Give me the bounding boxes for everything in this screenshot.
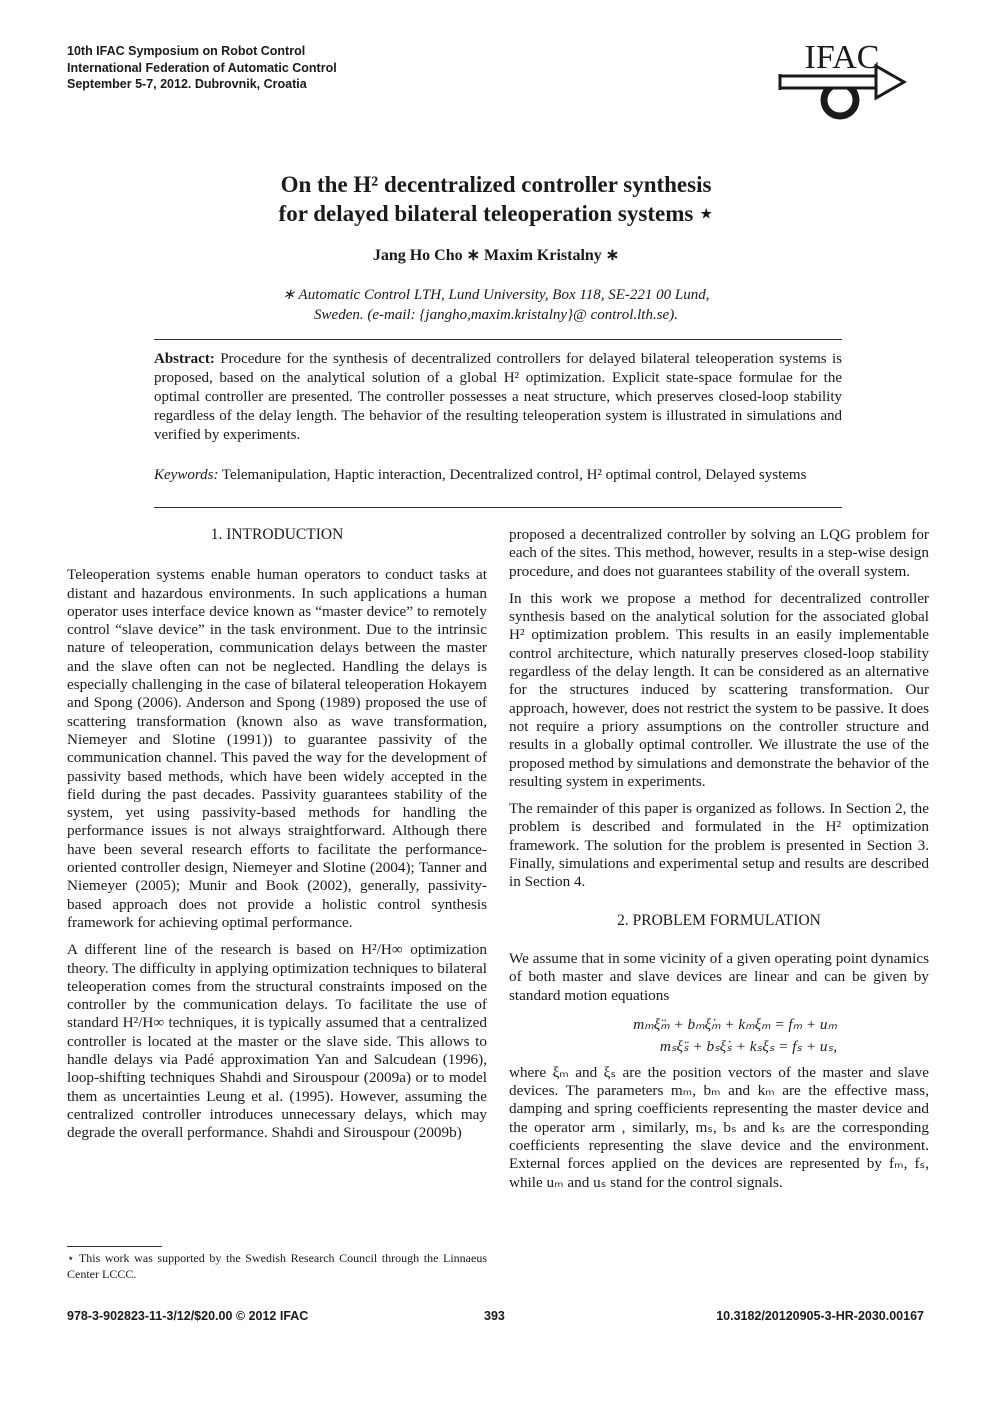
intro-paragraph-1: Teleoperation systems enable human operators to conduct tasks at distant and hazardous environments. In such applications a human operator uses interface device known as “master device” to remotely control “slave device” in the task environment. Due to the intrinsic nature of teleoperation, communication delays between the master and the slave often can not be neglected. Handling the delays is especially challenging in the case of bilateral teleoperation Hokayem and Spong (2006). Anderson and Spong (1989) proposed the use of scattering transformation (known also as wave transformation, Niemeyer and Slotine (1991)) to guarantee passivity of the communication channel. This paved the way for the development of passivity based methods, which have been widely accepted in the field during the past decades. Passivity guarantees stability of the system, yet using passivity-based methods for handling the performance issues is not always straightforward. Although there have been several research efforts to facilitate the performance-oriented controller design, Niemeyer and Slotine (2004); Tanner and Niemeyer (2005); Munir and Book (2002), generally, passivity-based approach does not provide a holistic control synthesis framework for achieving optimal performance. bbox=[67, 566, 487, 931]
title-line-1: On the H² decentralized controller synthesis bbox=[280, 172, 712, 197]
problem-paragraph-1: We assume that in some vicinity of a given operating point dynamics of both master and slave devices are linear and can be given by standard motion equations bbox=[509, 949, 929, 1004]
intro-paragraph-2: A different line of the research is based on H²/H∞ optimization theory. The difficulty in applying optimization techniques to bilateral teleoperation comes from the structural constraints imposed on the controller by the communication delays. To facilitate the use of standard H²/H∞ techniques, it is typically assumed that a centralized controller is located at the master or the slave side. This allows to handle delays via Padé approximation Yan and Salcudean (1996), loop-shifting techniques Shahdi and Sirouspour (2009a) or to model them as uncertainties Leung et al. (1995). However, assuming the centralized controller introduces unnecessary delays, which may degrade the overall performance. Shahdi and Sirouspour (2009b) bbox=[67, 941, 487, 1142]
affiliation-line-2: Sweden. (e-mail: {jangho,maxim.kristalny}@ control.lth.se). bbox=[314, 307, 678, 323]
affiliation-line-1: ∗ Automatic Control LTH, Lund University, Box 118, SE-221 00 Lund, bbox=[282, 287, 710, 303]
section-heading-problem-formulation: 2. PROBLEM FORMULATION bbox=[617, 911, 821, 929]
abstract-label: Abstract: bbox=[154, 351, 215, 367]
header-line-3: September 5-7, 2012. Dubrovnik, Croatia bbox=[67, 77, 307, 91]
section-heading-introduction: 1. INTRODUCTION bbox=[210, 526, 344, 543]
abstract-bottom-rule bbox=[154, 507, 842, 508]
paper-title bbox=[150, 170, 842, 228]
author-list: Jang Ho Cho ∗ Maxim Kristalny ∗ bbox=[372, 247, 620, 264]
keywords bbox=[154, 466, 842, 485]
abstract bbox=[154, 350, 842, 445]
conference-header bbox=[67, 43, 337, 93]
title-line-2: for delayed bilateral teleoperation systems ⋆ bbox=[278, 201, 714, 226]
left-column bbox=[67, 526, 487, 1152]
abstract-top-rule bbox=[154, 339, 842, 340]
footnote-rule bbox=[67, 1246, 162, 1247]
intro-paragraph-4: In this work we propose a method for decentralized controller synthesis based on the analytical solution for the associated global H² optimization problem. This results in an easily implementable control architecture, which naturally preserves closed-loop stability regardless of the delay length. It can be considered as an alternative for the structures induced by scattering transformation. Our approach, however, does not restrict the system to be passive. It does not require a priory assumptions on the controller structure and results in a globally optimal controller. We illustrate the use of the proposed method by simulations and demonstrate the behavior of the resulting system in experiments. bbox=[509, 589, 929, 790]
intro-paragraph-3: proposed a decentralized controller by solving an LQG problem for each of the sites. This method, however, results in a step-wise design procedure, and does not guarantees stability of the overall system. bbox=[509, 526, 929, 580]
problem-paragraph-2: where ξₘ and ξₛ are the position vectors of the master and slave devices. The parameters mₘ, bₘ and kₘ are the effective mass, damping and spring coefficients representing the master device and the operator arm , similarly, mₛ, bₛ and kₛ are the corresponding coefficients representing the slave device and the environment. External forces applied on the devices are represented by fₘ, fₛ, while uₘ and uₛ stand for the control signals. bbox=[509, 1063, 929, 1191]
header-line-1: 10th IFAC Symposium on Robot Control bbox=[67, 44, 306, 58]
footnote: ⋆ This work was supported by the Swedish Research Council through the Linnaeus Center LCCC. bbox=[67, 1251, 487, 1281]
keywords-text: Telemanipulation, Haptic interaction, Decentralized control, H² optimal control, Delayed systems bbox=[218, 467, 807, 483]
footer-doi: 10.3182/20120905-3-HR-2030.00167 bbox=[716, 1309, 924, 1323]
page-number: 393 bbox=[484, 1309, 505, 1323]
motion-equations bbox=[509, 1014, 929, 1058]
logo-text: IFAC bbox=[804, 39, 880, 76]
equation-master: mₘξ̈ₘ + bₘξ̇ₘ + kₘξₘ = fₘ + uₘ bbox=[633, 1015, 837, 1033]
abstract-text: Procedure for the synthesis of decentralized controllers for delayed bilateral teleoperation systems is proposed, based on the analytical solution of a global H² optimization. Explicit state-space formulae for the optimal controller are presented. The controller possesses a neat structure, which preserves closed-loop stability regardless of the delay length. The behavior of the resulting teleoperation system is illustrated in simulations and verified by experiments. bbox=[154, 351, 842, 443]
affiliation bbox=[150, 285, 842, 325]
equation-slave: mₛξ̈ₛ + bₛξ̇ₛ + kₛξₛ = fₛ + uₛ, bbox=[659, 1037, 837, 1055]
ifac-logo bbox=[776, 38, 908, 126]
footer-isbn: 978-3-902823-11-3/12/$20.00 © 2012 IFAC bbox=[67, 1309, 309, 1323]
right-column bbox=[509, 526, 929, 1201]
keywords-label: Keywords: bbox=[154, 467, 219, 483]
header-line-2: International Federation of Automatic Control bbox=[67, 60, 337, 75]
intro-paragraph-5: The remainder of this paper is organized as follows. In Section 2, the problem is described and formulated in the H² optimization framework. The solution for the problem is presented in Section 3. Finally, simulations and experimental setup and results are described in Section 4. bbox=[509, 800, 929, 891]
